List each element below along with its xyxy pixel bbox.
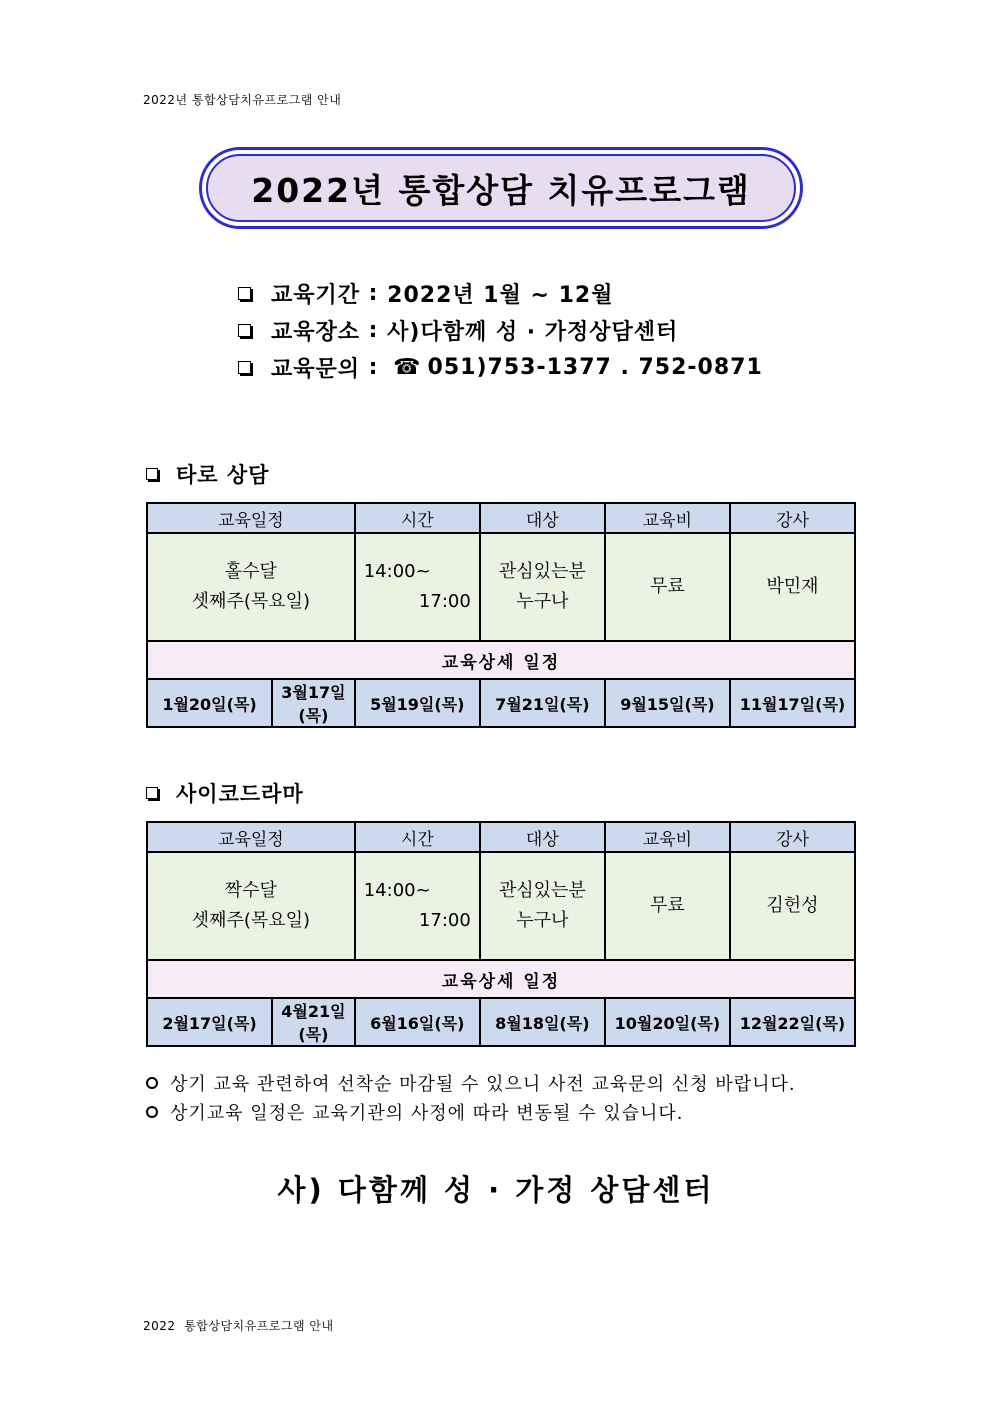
section-title-psychodrama xyxy=(146,778,304,808)
time-start: 14:00~ xyxy=(363,561,431,582)
time-cell xyxy=(355,533,480,641)
header-note: 2022년 통합상담치유프로그램 안내 xyxy=(143,93,342,107)
info-location xyxy=(238,312,763,349)
detail-label-row xyxy=(147,960,855,998)
header-time: 시간 xyxy=(355,503,480,533)
header-fee: 교육비 xyxy=(605,503,730,533)
note-item xyxy=(146,1068,796,1097)
note-item xyxy=(146,1097,796,1126)
table-header-row xyxy=(147,503,855,533)
table-header-row xyxy=(147,822,855,852)
instructor-cell: 박민재 xyxy=(730,533,855,641)
date-cell: 10월20일(목) xyxy=(605,998,730,1046)
target-line1: 관심있는분 xyxy=(498,880,586,901)
info-label: 교육장소 xyxy=(271,320,361,345)
section-title-label: 타로 상담 xyxy=(176,463,270,487)
target-line2: 누구나 xyxy=(516,591,569,612)
target-line1: 관심있는분 xyxy=(498,561,586,582)
circle-bullet-icon xyxy=(146,1077,158,1089)
time-end: 17:00 xyxy=(418,591,471,612)
checkbox-square-icon xyxy=(146,787,158,799)
title-banner xyxy=(199,147,803,229)
header-instructor: 강사 xyxy=(730,822,855,852)
section-title-tarot xyxy=(146,459,269,489)
target-cell xyxy=(480,533,605,641)
time-start: 14:00~ xyxy=(363,880,431,901)
info-value: 2022년 1월 ~ 12월 xyxy=(387,283,614,308)
time-cell xyxy=(355,852,480,960)
date-cell: 3월17일(목) xyxy=(272,679,355,727)
fee-cell: 무료 xyxy=(605,533,730,641)
page-title: 2022년 통합상담 치유프로그램 xyxy=(206,154,796,222)
notes-list xyxy=(146,1068,796,1126)
schedule-line1: 짝수달 xyxy=(224,880,277,901)
organization-title: 사) 다함께 성 · 가정 상담센터 xyxy=(277,1173,715,1207)
circle-bullet-icon xyxy=(146,1106,158,1118)
info-sep: : xyxy=(360,281,388,306)
tarot-table xyxy=(146,502,856,728)
info-sep: : xyxy=(360,355,388,380)
target-cell xyxy=(480,852,605,960)
schedule-cell xyxy=(147,533,355,641)
header-instructor: 강사 xyxy=(730,503,855,533)
dates-row xyxy=(147,998,855,1046)
schedule-cell xyxy=(147,852,355,960)
checkbox-square-icon xyxy=(146,468,158,480)
info-list xyxy=(238,275,763,386)
date-cell: 6월16일(목) xyxy=(355,998,480,1046)
info-period xyxy=(238,275,763,312)
date-cell: 4월21일(목) xyxy=(272,998,355,1046)
date-cell: 1월20일(목) xyxy=(147,679,272,727)
table-row xyxy=(147,533,855,641)
phone-icon: ☎ xyxy=(393,355,422,380)
checkbox-square-icon xyxy=(238,287,251,300)
header-schedule: 교육일정 xyxy=(147,822,355,852)
section-title-label: 사이코드라마 xyxy=(176,782,304,806)
schedule-line2: 셋째주(목요일) xyxy=(191,591,311,612)
date-cell: 5월19일(목) xyxy=(355,679,480,727)
target-line2: 누구나 xyxy=(516,910,569,931)
date-cell: 11월17일(목) xyxy=(730,679,855,727)
date-cell: 9월15일(목) xyxy=(605,679,730,727)
instructor-cell: 김헌성 xyxy=(730,852,855,960)
detail-label-row xyxy=(147,641,855,679)
time-end: 17:00 xyxy=(418,910,471,931)
psychodrama-table xyxy=(146,821,856,1047)
detail-label: 교육상세 일정 xyxy=(147,641,855,679)
checkbox-square-icon xyxy=(238,361,251,374)
footer-note: 2022 통합상담치유프로그램 안내 xyxy=(143,1319,334,1333)
date-cell: 7월21일(목) xyxy=(480,679,605,727)
checkbox-square-icon xyxy=(238,324,251,337)
date-cell: 2월17일(목) xyxy=(147,998,272,1046)
fee-cell: 무료 xyxy=(605,852,730,960)
dates-row xyxy=(147,679,855,727)
info-contact xyxy=(238,349,763,386)
header-target: 대상 xyxy=(480,822,605,852)
info-value: 사)다함께 성 · 가정상담센터 xyxy=(387,320,679,345)
header-schedule: 교육일정 xyxy=(147,503,355,533)
header-target: 대상 xyxy=(480,503,605,533)
date-cell: 8월18일(목) xyxy=(480,998,605,1046)
info-label: 교육기간 xyxy=(271,283,361,308)
header-fee: 교육비 xyxy=(605,822,730,852)
schedule-line1: 홀수달 xyxy=(224,561,277,582)
note-text: 상기교육 일정은 교육기관의 사정에 따라 변동될 수 있습니다. xyxy=(170,1102,684,1124)
schedule-line2: 셋째주(목요일) xyxy=(191,910,311,931)
date-cell: 12월22일(목) xyxy=(730,998,855,1046)
header-time: 시간 xyxy=(355,822,480,852)
detail-label: 교육상세 일정 xyxy=(147,960,855,998)
info-sep: : xyxy=(360,318,388,343)
info-value: 051)753-1377 . 752-0871 xyxy=(427,355,763,380)
note-text: 상기 교육 관련하여 선착순 마감될 수 있으니 사전 교육문의 신청 바랍니다. xyxy=(170,1073,796,1095)
info-label: 교육문의 xyxy=(271,357,361,382)
table-row xyxy=(147,852,855,960)
